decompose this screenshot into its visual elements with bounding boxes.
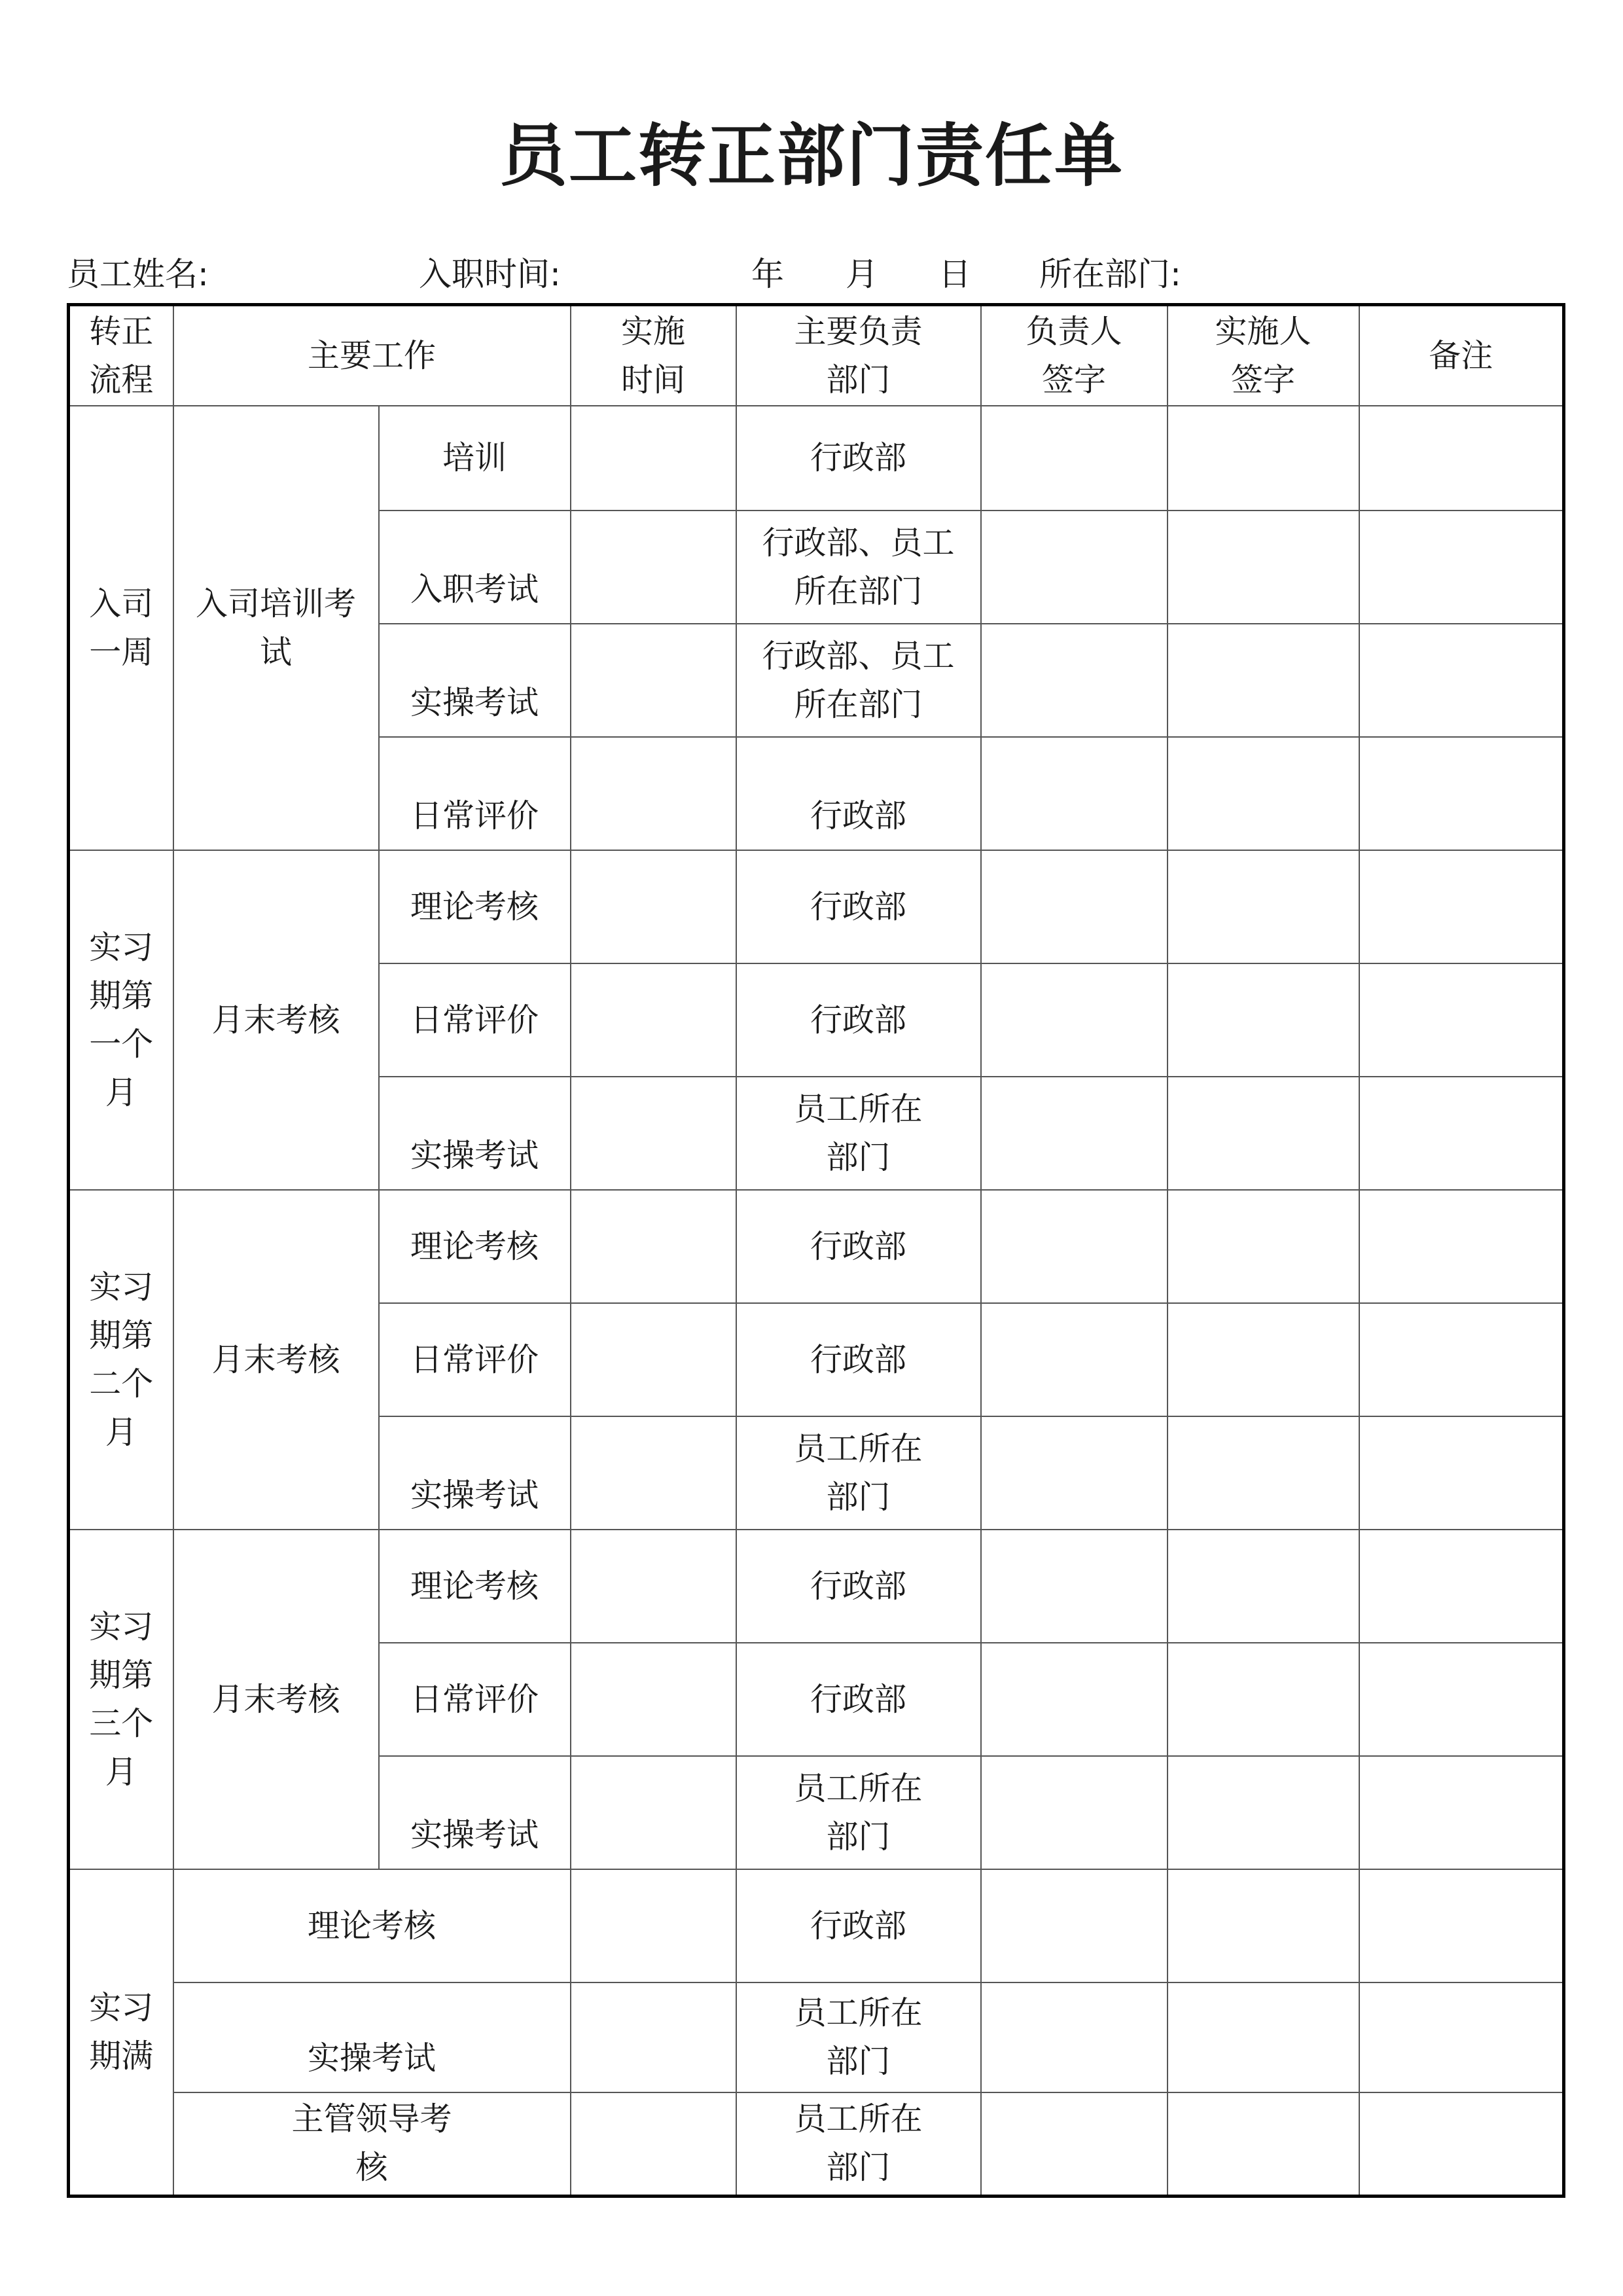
table-row — [69, 1530, 1564, 1643]
dept-cell — [736, 1416, 981, 1530]
sign-implementer-cell[interactable] — [1168, 1416, 1359, 1530]
item-cell: 实操考试 — [173, 1982, 571, 2092]
dept-line-1: 员工所在 — [794, 1090, 923, 1128]
stage-final-line-1: 实习 — [89, 1988, 154, 2026]
sign-responsible-cell[interactable] — [981, 2092, 1168, 2196]
dept-line-1: 员工所在 — [794, 1429, 923, 1467]
sign-implementer-cell[interactable] — [1168, 737, 1359, 850]
dept-cell — [736, 1982, 981, 2092]
group-month1: 月末考核 — [173, 850, 379, 1190]
sign-implementer-cell[interactable] — [1168, 1190, 1359, 1303]
header-process — [69, 305, 173, 406]
header-dept-line-1: 主要负责 — [794, 312, 923, 350]
stage-month2-line-2: 期第 — [89, 1316, 154, 1354]
sign-responsible-cell[interactable] — [981, 1190, 1168, 1303]
department-label: 所在部门: — [1039, 255, 1181, 293]
header-time — [571, 305, 736, 406]
item-cell: 入职考试 — [379, 511, 571, 624]
header-process-line-2: 流程 — [89, 361, 154, 399]
dept-cell: 行政部 — [736, 406, 981, 511]
sign-responsible-cell[interactable] — [981, 1756, 1168, 1869]
sign-responsible-cell[interactable] — [981, 511, 1168, 624]
table-row — [69, 1190, 1564, 1303]
sign-implementer-cell[interactable] — [1168, 850, 1359, 963]
dept-line-1: 行政部、员工 — [762, 524, 955, 562]
header-sign-responsible-line-1: 负责人 — [1026, 312, 1122, 350]
group-week1-line-2: 试 — [259, 633, 292, 671]
header-dept — [736, 305, 981, 406]
sign-implementer-cell[interactable] — [1168, 1982, 1359, 2092]
remark-cell[interactable] — [1359, 1756, 1564, 1869]
dept-line-1: 员工所在 — [794, 1994, 923, 2032]
dept-cell: 行政部 — [736, 850, 981, 963]
dept-line-1: 行政部、员工 — [762, 637, 955, 675]
dept-cell: 行政部 — [736, 1303, 981, 1416]
header-sign-implementer — [1168, 305, 1359, 406]
sign-implementer-cell[interactable] — [1168, 2092, 1359, 2196]
sign-implementer-cell[interactable] — [1168, 1077, 1359, 1190]
remark-cell[interactable] — [1359, 1982, 1564, 2092]
header-time-line-2: 时间 — [621, 361, 686, 399]
item-cell: 实操考试 — [379, 1077, 571, 1190]
header-sign-responsible-line-2: 签字 — [1042, 361, 1107, 399]
time-cell[interactable] — [571, 1869, 736, 1982]
sign-implementer-cell[interactable] — [1168, 406, 1359, 511]
dept-cell: 行政部 — [736, 737, 981, 850]
stage-month2-line-1: 实习 — [89, 1268, 154, 1306]
group-month2: 月末考核 — [173, 1190, 379, 1530]
item-cell: 理论考核 — [379, 1190, 571, 1303]
time-cell[interactable] — [571, 1303, 736, 1416]
stage-week1-line-2: 一周 — [89, 633, 154, 671]
entry-year-label: 年 — [751, 255, 784, 293]
document-title: 员工转正部门责任单 — [499, 116, 1124, 196]
dept-line-2: 部门 — [826, 1818, 891, 1856]
stage-month3-line-3: 三个 — [89, 1704, 154, 1742]
item-cell: 理论考核 — [379, 1530, 571, 1643]
dept-cell — [736, 624, 981, 737]
sign-responsible-cell[interactable] — [981, 406, 1168, 511]
table-row — [69, 406, 1564, 511]
sign-responsible-cell[interactable] — [981, 1077, 1168, 1190]
time-cell[interactable] — [571, 1190, 736, 1303]
sign-implementer-cell[interactable] — [1168, 1303, 1359, 1416]
sign-responsible-cell[interactable] — [981, 850, 1168, 963]
item-cell: 日常评价 — [379, 963, 571, 1077]
stage-month1 — [69, 850, 173, 1190]
time-cell[interactable] — [571, 737, 736, 850]
header-row — [69, 305, 1564, 406]
time-cell[interactable] — [571, 2092, 736, 2196]
sign-responsible-cell[interactable] — [981, 1303, 1168, 1416]
item-cell: 培训 — [379, 406, 571, 511]
item-cell: 实操考试 — [379, 1756, 571, 1869]
time-cell[interactable] — [571, 624, 736, 737]
stage-week1-line-1: 入司 — [89, 584, 154, 622]
stage-month1-line-2: 期第 — [89, 977, 154, 1014]
dept-cell: 行政部 — [736, 963, 981, 1077]
stage-month1-line-4: 月 — [105, 1073, 137, 1111]
remark-cell[interactable] — [1359, 850, 1564, 963]
dept-cell: 行政部 — [736, 1869, 981, 1982]
header-time-line-1: 实施 — [621, 312, 686, 350]
dept-cell — [736, 1756, 981, 1869]
item-cell: 理论考核 — [379, 850, 571, 963]
dept-line-2: 部门 — [826, 2043, 891, 2080]
remark-cell[interactable] — [1359, 1416, 1564, 1530]
item-cell: 实操考试 — [379, 1416, 571, 1530]
stage-final-line-2: 期满 — [89, 2037, 154, 2075]
item-line-2: 核 — [355, 2149, 388, 2187]
dept-line-2: 部门 — [826, 1478, 891, 1516]
time-cell[interactable] — [571, 1982, 736, 2092]
time-cell[interactable] — [571, 1756, 736, 1869]
remark-cell[interactable] — [1359, 624, 1564, 737]
table-row — [69, 850, 1564, 963]
stage-week1 — [69, 406, 173, 850]
item-cell: 理论考核 — [173, 1869, 571, 1982]
sign-responsible-cell[interactable] — [981, 737, 1168, 850]
sign-implementer-cell[interactable] — [1168, 1643, 1359, 1756]
header-sign-implementer-line-2: 签字 — [1231, 361, 1296, 399]
dept-line-1: 员工所在 — [794, 2100, 923, 2138]
header-dept-line-2: 部门 — [826, 361, 891, 399]
dept-cell: 行政部 — [736, 1190, 981, 1303]
entry-month-label: 月 — [846, 255, 878, 293]
time-cell[interactable] — [571, 406, 736, 511]
entry-day-label: 日 — [938, 255, 971, 293]
sign-implementer-cell[interactable] — [1168, 1756, 1359, 1869]
stage-month1-line-3: 一个 — [89, 1025, 154, 1063]
sign-responsible-cell[interactable] — [981, 1982, 1168, 2092]
sign-responsible-cell[interactable] — [981, 1530, 1168, 1643]
dept-line-2: 所在部门 — [794, 685, 923, 723]
time-cell[interactable] — [571, 1416, 736, 1530]
remark-cell[interactable] — [1359, 1303, 1564, 1416]
table-row — [69, 2092, 1564, 2196]
remark-cell[interactable] — [1359, 2092, 1564, 2196]
table-row — [69, 1869, 1564, 1982]
time-cell[interactable] — [571, 963, 736, 1077]
time-cell[interactable] — [571, 1643, 736, 1756]
stage-month3-line-2: 期第 — [89, 1656, 154, 1694]
sign-implementer-cell[interactable] — [1168, 624, 1359, 737]
remark-cell[interactable] — [1359, 1869, 1564, 1982]
remark-cell[interactable] — [1359, 511, 1564, 624]
header-main-work: 主要工作 — [173, 305, 571, 406]
remark-cell[interactable] — [1359, 737, 1564, 850]
stage-month2 — [69, 1190, 173, 1530]
item-cell: 实操考试 — [379, 624, 571, 737]
remark-cell[interactable] — [1359, 406, 1564, 511]
time-cell[interactable] — [571, 850, 736, 963]
sign-responsible-cell[interactable] — [981, 624, 1168, 737]
sign-implementer-cell[interactable] — [1168, 963, 1359, 1077]
entry-date-label: 入职时间: — [419, 255, 561, 293]
header-remark: 备注 — [1359, 305, 1564, 406]
item-line-1: 主管领导考 — [291, 2100, 452, 2138]
stage-month3-line-1: 实习 — [89, 1607, 154, 1645]
dept-cell — [736, 2092, 981, 2196]
responsibility-table — [67, 303, 1565, 2198]
dept-cell: 行政部 — [736, 1643, 981, 1756]
employee-name-label: 员工姓名: — [67, 255, 209, 293]
sign-responsible-cell[interactable] — [981, 1416, 1168, 1530]
remark-cell[interactable] — [1359, 1190, 1564, 1303]
sign-implementer-cell[interactable] — [1168, 511, 1359, 624]
time-cell[interactable] — [571, 511, 736, 624]
sign-responsible-cell[interactable] — [981, 963, 1168, 1077]
stage-month2-line-3: 二个 — [89, 1365, 154, 1403]
dept-cell — [736, 511, 981, 624]
dept-line-2: 所在部门 — [794, 572, 923, 610]
stage-month3-line-4: 月 — [105, 1753, 137, 1791]
stage-final — [69, 1869, 173, 2196]
header-process-line-1: 转正 — [89, 312, 154, 350]
time-cell[interactable] — [571, 1077, 736, 1190]
time-cell[interactable] — [571, 1530, 736, 1643]
item-cell: 日常评价 — [379, 737, 571, 850]
group-week1 — [173, 406, 379, 850]
dept-cell — [736, 1077, 981, 1190]
sign-responsible-cell[interactable] — [981, 1869, 1168, 1982]
item-cell: 日常评价 — [379, 1303, 571, 1416]
dept-line-2: 部门 — [826, 1138, 891, 1176]
header-sign-responsible — [981, 305, 1168, 406]
item-cell: 日常评价 — [379, 1643, 571, 1756]
dept-line-2: 部门 — [826, 2149, 891, 2187]
group-month3: 月末考核 — [173, 1530, 379, 1869]
table-row — [69, 1982, 1564, 2092]
remark-cell[interactable] — [1359, 1077, 1564, 1190]
stage-month2-line-4: 月 — [105, 1413, 137, 1451]
dept-cell: 行政部 — [736, 1530, 981, 1643]
remark-cell[interactable] — [1359, 1530, 1564, 1643]
stage-month3 — [69, 1530, 173, 1869]
item-cell — [173, 2092, 571, 2196]
remark-cell[interactable] — [1359, 1643, 1564, 1756]
sign-implementer-cell[interactable] — [1168, 1869, 1359, 1982]
dept-line-1: 员工所在 — [794, 1769, 923, 1807]
sign-responsible-cell[interactable] — [981, 1643, 1168, 1756]
stage-month1-line-1: 实习 — [89, 928, 154, 966]
sign-implementer-cell[interactable] — [1168, 1530, 1359, 1643]
header-sign-implementer-line-1: 实施人 — [1215, 312, 1311, 350]
group-week1-line-1: 入司培训考 — [195, 584, 356, 622]
remark-cell[interactable] — [1359, 963, 1564, 1077]
